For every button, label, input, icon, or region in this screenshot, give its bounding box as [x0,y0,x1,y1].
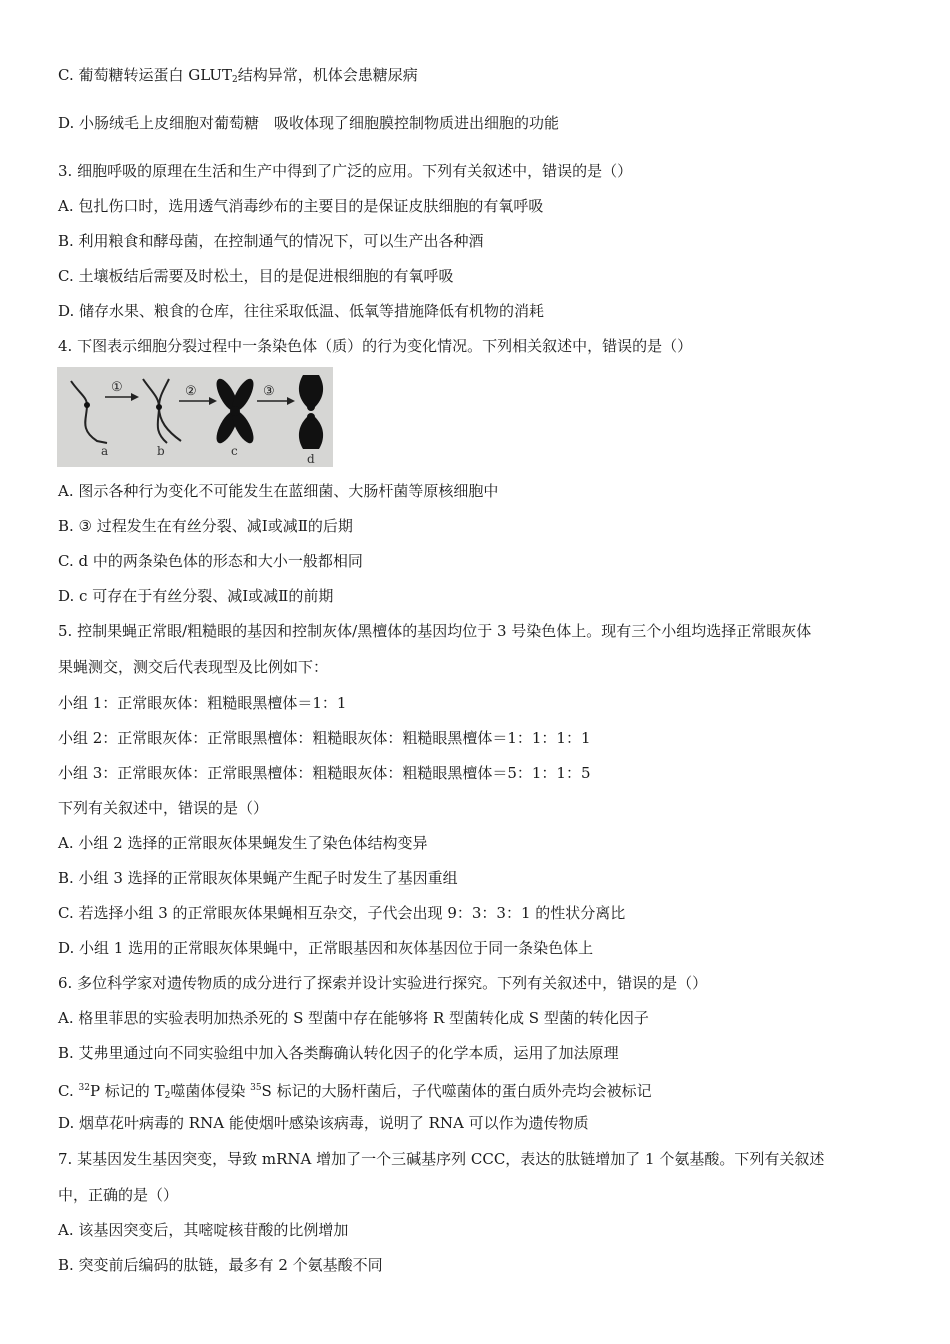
chromosome-d [299,375,323,449]
q5-group-2: 小组 2：正常眼灰体：正常眼黑檀体：粗糙眼灰体：粗糙眼黑檀体＝1：1：1：1 [58,729,591,747]
q3-option-a: A. 包扎伤口时，选用透气消毒纱布的主要目的是保证皮肤细胞的有氧呼吸 [58,197,544,215]
q4-option-a: A. 图示各种行为变化不可能发生在蓝细菌、大肠杆菌等原核细胞中 [58,482,499,500]
figure-label-a: a [101,444,109,458]
chromatin-b-thread-2 [159,379,181,441]
q3-option-c: C. 土壤板结后需要及时松土，目的是促进根细胞的有氧呼吸 [58,267,454,285]
q5-option-d: D. 小组 1 选用的正常眼灰体果蝇中，正常眼基因和灰体基因位于同一条染色体上 [58,939,594,957]
q5-option-c: C. 若选择小组 3 的正常眼灰体果蝇相互杂交，子代会出现 9：3：3：1 的性状分离比 [58,904,626,922]
q5-group-1: 小组 1：正常眼灰体：粗糙眼黑檀体＝1：1 [58,694,347,712]
chromatin-a-centromere [84,402,90,408]
q4-stem: 4. 下图表示细胞分裂过程中一条染色体（质）的行为变化情况。下列相关叙述中，错误的是（） [58,337,693,355]
q2-option-c: C. 葡萄糖转运蛋白 $GLUT_2$结构异常，机体会患糖尿病 [58,66,418,85]
q6-stem: 6. 多位科学家对遗传物质的成分进行了探索并设计实验进行探究。下列有关叙述中，错误的是（） [58,974,708,992]
chromosome-diagram [57,367,333,467]
q3-option-d: D. 储存水果、粮食的仓库，往往采取低温、低氧等措施降低有机物的消耗 [58,302,545,320]
q4-option-c: C. d 中的两条染色体的形态和大小一般都相同 [58,552,363,570]
figure-label-c: c [231,444,238,458]
chromosome-c [212,376,257,446]
figure-step-3: ③ [263,384,275,399]
figure-label-d: d [307,452,315,466]
figure-label-b: b [157,444,165,458]
q6-option-c: C. $^{32}$P 标记的 $T_2$噬菌体侵染 $^{35}$S 标记的大肠杆菌后，子代噬菌体的蛋白质外壳均会被标记 [58,1082,652,1101]
q7-stem-line-1: 7. 某基因发生基因突变，导致 mRNA 增加了一个三碱基序列 CCC，表达的肽链增加了 1 个氨基酸。下列有关叙述 [58,1150,825,1168]
q7-option-b: B. 突变前后编码的肽链，最多有 2 个氨基酸不同 [58,1256,383,1274]
q6-option-d: D. 烟草花叶病毒的 RNA 能使烟叶感染该病毒，说明了 RNA 可以作为遗传物质 [58,1114,589,1132]
q5-option-a: A. 小组 2 选择的正常眼灰体果蝇发生了染色体结构变异 [58,834,428,852]
q5-group-3: 小组 3：正常眼灰体：正常眼黑檀体：粗糙眼灰体：粗糙眼黑檀体＝5：1：1：5 [58,764,591,782]
q7-option-a: A. 该基因突变后，其嘧啶核苷酸的比例增加 [58,1221,349,1239]
q5-option-b: B. 小组 3 选择的正常眼灰体果蝇产生配子时发生了基因重组 [58,869,458,887]
q3-stem: 3. 细胞呼吸的原理在生活和生产中得到了广泛的应用。下列有关叙述中，错误的是（） [58,162,633,180]
chromosome-behavior-figure [57,367,333,467]
chromatin-b-centromere [156,404,162,410]
q5-stem-line-2: 果蝇测交，测交后代表现型及比例如下： [58,658,329,676]
q5-question: 下列有关叙述中，错误的是（） [58,799,269,817]
arrow-step-2-head [209,397,217,405]
q7-stem-line-2: 中，正确的是（） [58,1186,179,1204]
q4-option-b: B. ③ 过程发生在有丝分裂、减Ⅰ或减Ⅱ的后期 [58,517,353,535]
q6-option-b: B. 艾弗里通过向不同实验组中加入各类酶确认转化因子的化学本质，运用了加法原理 [58,1044,619,1062]
q5-stem-line-1: 5. 控制果蝇正常眼/粗糙眼的基因和控制灰体/黑檀体的基因均位于 3 号染色体上。现有三个小组均选择正常眼灰体 [58,622,812,640]
q3-option-b: B. 利用粮食和酵母菌，在控制通气的情况下，可以生产出各种酒 [58,232,484,250]
q6-option-a: A. 格里菲思的实验表明加热杀死的 S 型菌中存在能够将 R 型菌转化成 S 型菌的转化因子 [58,1009,649,1027]
chromatin-a-thread [71,381,107,443]
arrow-step-1-head [131,393,139,401]
q4-option-d: D. c 可存在于有丝分裂、减Ⅰ或减Ⅱ的前期 [58,587,334,605]
figure-step-2: ② [185,384,197,399]
arrow-step-3-head [287,397,295,405]
figure-step-1: ① [111,380,123,395]
q2-option-d: D. 小肠绒毛上皮细胞对葡萄糖 吸收体现了细胞膜控制物质进出细胞的功能 [58,114,560,132]
